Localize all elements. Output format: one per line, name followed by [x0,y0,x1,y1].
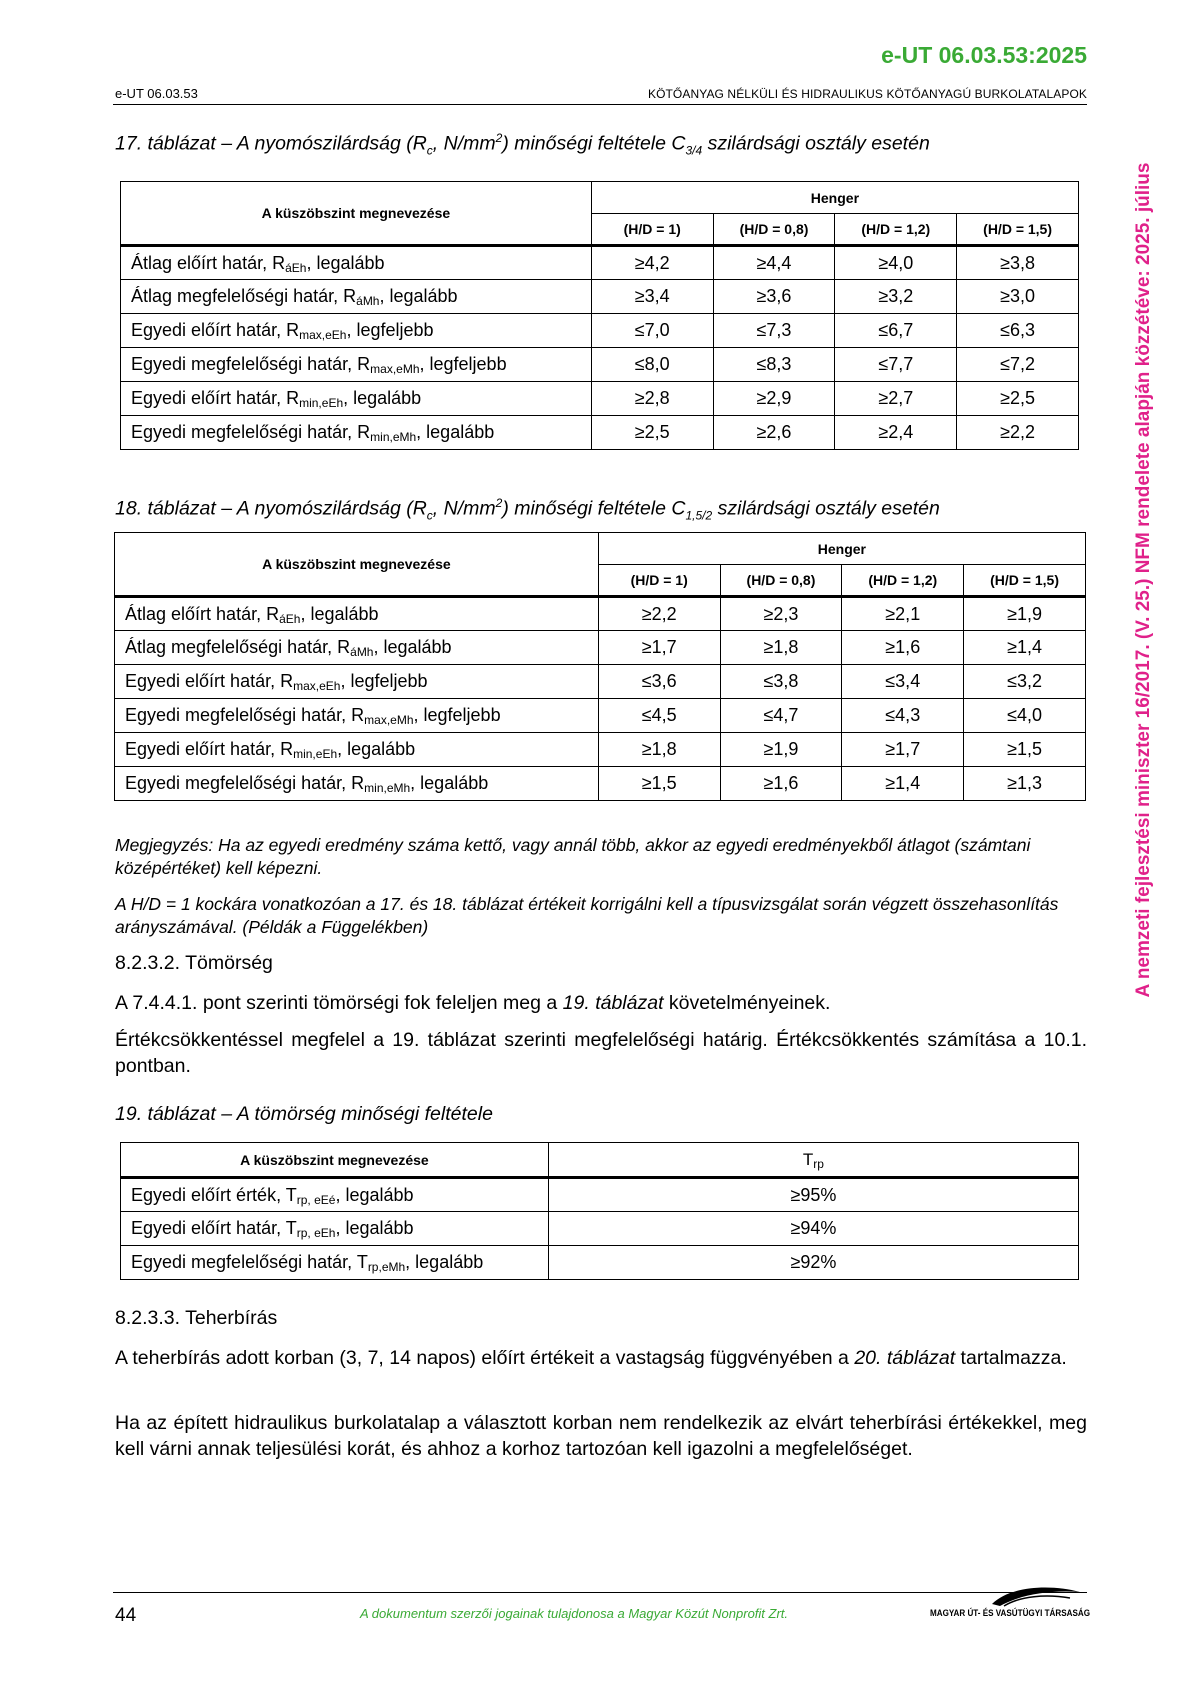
threshold-value: ≤3,8 [720,665,842,699]
section-heading-tomorseg: 8.2.3.2. Tömörség [115,952,273,974]
threshold-value: ≤7,7 [835,348,957,382]
threshold-value: ≥2,2 [957,416,1079,450]
threshold-value: ≥1,5 [964,733,1086,767]
threshold-name: Egyedi előírt határ, Trp, eEh, legalább [121,1212,549,1246]
header-left-code: e-UT 06.03.53 [115,86,198,101]
threshold-value: ≥2,5 [957,382,1079,416]
threshold-value: ≤4,5 [598,699,720,733]
table18-col-header: A küszöbszint megnevezése [115,533,599,597]
table-row [115,597,1086,631]
threshold-value: ≥1,7 [598,631,720,665]
threshold-value: ≥2,9 [713,382,835,416]
threshold-value: ≤4,7 [720,699,842,733]
note-average: Megjegyzés: Ha az egyedi eredmény száma kettő, vagy annál több, akkor az egyedi eredményekből átlagot (számtani középértéket) kell képezni. [115,835,1031,878]
threshold-value: ≥1,8 [720,631,842,665]
threshold-value: ≥4,0 [835,246,957,280]
threshold-value: ≥2,4 [835,416,957,450]
threshold-name: Egyedi előírt határ, Rmin,eEh, legalább [115,733,599,767]
table-row [121,280,1079,314]
table-row [115,767,1086,801]
threshold-value: ≤6,3 [957,314,1079,348]
threshold-name: Egyedi előírt határ, Rmax,eEh, legfeljebb [115,665,599,699]
threshold-name: Egyedi előírt határ, Rmax,eEh, legfeljebb [121,314,592,348]
threshold-value: ≥1,9 [964,597,1086,631]
threshold-name: Egyedi előírt határ, Rmin,eEh, legalább [121,382,592,416]
table18-caption: 18. táblázat – A nyomószilárdság ($R_c$, $N/mm^2$) minőségi feltétele $C_{1,5/2}$ szilárdsági osztály esetén [115,496,940,523]
table-row [115,665,1086,699]
page-number: 44 [115,1605,137,1626]
table-row [121,314,1079,348]
threshold-value: ≥1,4 [964,631,1086,665]
threshold-value: ≤7,2 [957,348,1079,382]
table19-col-header: A küszöbszint megnevezése [121,1143,549,1178]
footer-copyright: A dokumentum szerzői jogainak tulajdonosa a Magyar Közút Nonprofit Zrt. [360,1606,789,1621]
threshold-name: Átlag megfelelőségi határ, RáMh, legalább [121,280,592,314]
table-row [121,382,1079,416]
threshold-value: ≥3,2 [835,280,957,314]
threshold-value: ≥4,4 [713,246,835,280]
table-row [121,348,1079,382]
threshold-value: ≥1,7 [842,733,964,767]
threshold-value: ≤3,6 [598,665,720,699]
paragraph-teherbiras-1: A teherbírás adott korban (3, 7, 14 napos) előírt értékeit a vastagság függvényében a 20. táblázat tartalmazza. [115,1347,1067,1369]
table18-col-hd08: (H/D = 0,8) [720,565,842,597]
table-row [121,1246,1079,1280]
table-row [121,246,1079,280]
table17-col-header: A küszöbszint megnevezése [121,182,592,246]
table18-col-hd1: (H/D = 1) [598,565,720,597]
threshold-value: ≥2,5 [591,416,713,450]
paragraph-tomorseg-1: A 7.4.4.1. pont szerinti tömörségi fok feleljen meg a 19. táblázat követelményeinek. [115,992,831,1014]
threshold-value: ≥3,8 [957,246,1079,280]
threshold-value: ≥95% [548,1178,1078,1212]
threshold-value: ≤3,4 [842,665,964,699]
table17-col-hd12: (H/D = 1,2) [835,214,957,246]
table17-col-hd15: (H/D = 1,5) [957,214,1079,246]
society-logo [930,1582,1109,1626]
threshold-value: ≤7,3 [713,314,835,348]
threshold-value: ≥2,2 [598,597,720,631]
table-row [115,733,1086,767]
threshold-value: ≤4,0 [964,699,1086,733]
table18 [114,532,1086,801]
threshold-value: ≤8,3 [713,348,835,382]
threshold-value: ≤7,0 [591,314,713,348]
logo-text: MAGYAR ÚT- ÉS VASÚTÜGYI TÁRSASÁG [930,1608,1109,1618]
threshold-name: Egyedi megfelelőségi határ, Rmax,eMh, legfeljebb [115,699,599,733]
threshold-value: ≥1,5 [598,767,720,801]
threshold-name: Egyedi megfelelőségi határ, Rmin,eMh, legalább [115,767,599,801]
note-correction: A H/D = 1 kockára vonatkozóan a 17. és 18. táblázat értékeit korrigálni kell a típusvizsgálat során végzett összehasonlítás arányszámával. (Példák a Függelékben) [115,894,1059,937]
threshold-value: ≤4,3 [842,699,964,733]
table17-caption: 17. táblázat – A nyomószilárdság ($R_c$, $N/mm^2$) minőségi feltétele $C_{3/4}$ szilárdsági osztály esetén [115,131,930,158]
section-heading-teherbiras: 8.2.3.3. Teherbírás [115,1307,278,1329]
table17-col-hd1: (H/D = 1) [591,214,713,246]
threshold-value: ≥1,6 [720,767,842,801]
threshold-name: Egyedi megfelelőségi határ, Rmax,eMh, legfeljebb [121,348,592,382]
publication-side-note: A nemzeti fejlesztési miniszter 16/2017. (V. 25.) NFM rendelete alapján közzétéve: 2025. július [1133,162,1154,998]
header-rule [113,104,1087,105]
table-row [121,416,1079,450]
threshold-value: ≥3,4 [591,280,713,314]
table-row [121,1212,1079,1246]
threshold-value: ≥3,6 [713,280,835,314]
threshold-value: ≥2,6 [713,416,835,450]
table-row [121,1178,1079,1212]
table17-col-hd08: (H/D = 0,8) [713,214,835,246]
threshold-value: ≥2,8 [591,382,713,416]
threshold-name: Átlag megfelelőségi határ, RáMh, legalább [115,631,599,665]
threshold-value: ≥1,9 [720,733,842,767]
threshold-name: Átlag előírt határ, RáEh, legalább [115,597,599,631]
table18-col-hd15: (H/D = 1,5) [964,565,1086,597]
paragraph-tomorseg-2: Értékcsökkentéssel megfelel a 19. táblázat szerinti megfelelőségi határig. Értékcsökkentés számítása a 10.1. pontban. [115,1029,1087,1077]
threshold-value: ≥1,4 [842,767,964,801]
threshold-value: ≥2,1 [842,597,964,631]
table-row [115,699,1086,733]
threshold-value: ≤6,7 [835,314,957,348]
paragraph-teherbiras-2: Ha az épített hidraulikus burkolatalap a választott korban nem rendelkezik az elvárt teherbírási értékekkel, meg kell várni annak teljesülési korát, és ahhoz a korhoz tartozóan kell igazolni a megfelelőséget. [115,1412,1087,1460]
threshold-name: Egyedi megfelelőségi határ, Trp,eMh, legalább [121,1246,549,1280]
threshold-value: ≥1,6 [842,631,964,665]
threshold-value: ≤3,2 [964,665,1086,699]
threshold-name: Egyedi megfelelőségi határ, Rmin,eMh, legalább [121,416,592,450]
threshold-value: ≥3,0 [957,280,1079,314]
table19-caption: 19. táblázat – A tömörség minőségi feltétele [115,1103,493,1125]
table17-group-header: Henger [591,182,1078,214]
table18-col-hd12: (H/D = 1,2) [842,565,964,597]
threshold-value: ≥92% [548,1246,1078,1280]
document-code: e-UT 06.03.53:2025 [881,42,1087,68]
table18-group-header: Henger [598,533,1085,565]
threshold-name: Átlag előírt határ, RáEh, legalább [121,246,592,280]
threshold-value: ≥4,2 [591,246,713,280]
threshold-value: ≥1,3 [964,767,1086,801]
table19 [120,1142,1079,1280]
table17 [120,181,1079,450]
threshold-value: ≥2,7 [835,382,957,416]
table-row [115,631,1086,665]
threshold-value: ≥1,8 [598,733,720,767]
header-title: KÖTŐANYAG NÉLKÜLI ÉS HIDRAULIKUS KÖTŐANYAGÚ BURKOLATALAPOK [647,87,1087,101]
threshold-value: ≥94% [548,1212,1078,1246]
table19-value-header: Trp [548,1143,1078,1178]
threshold-name: Egyedi előírt érték, Trp, eEé, legalább [121,1178,549,1212]
threshold-value: ≥2,3 [720,597,842,631]
threshold-value: ≤8,0 [591,348,713,382]
